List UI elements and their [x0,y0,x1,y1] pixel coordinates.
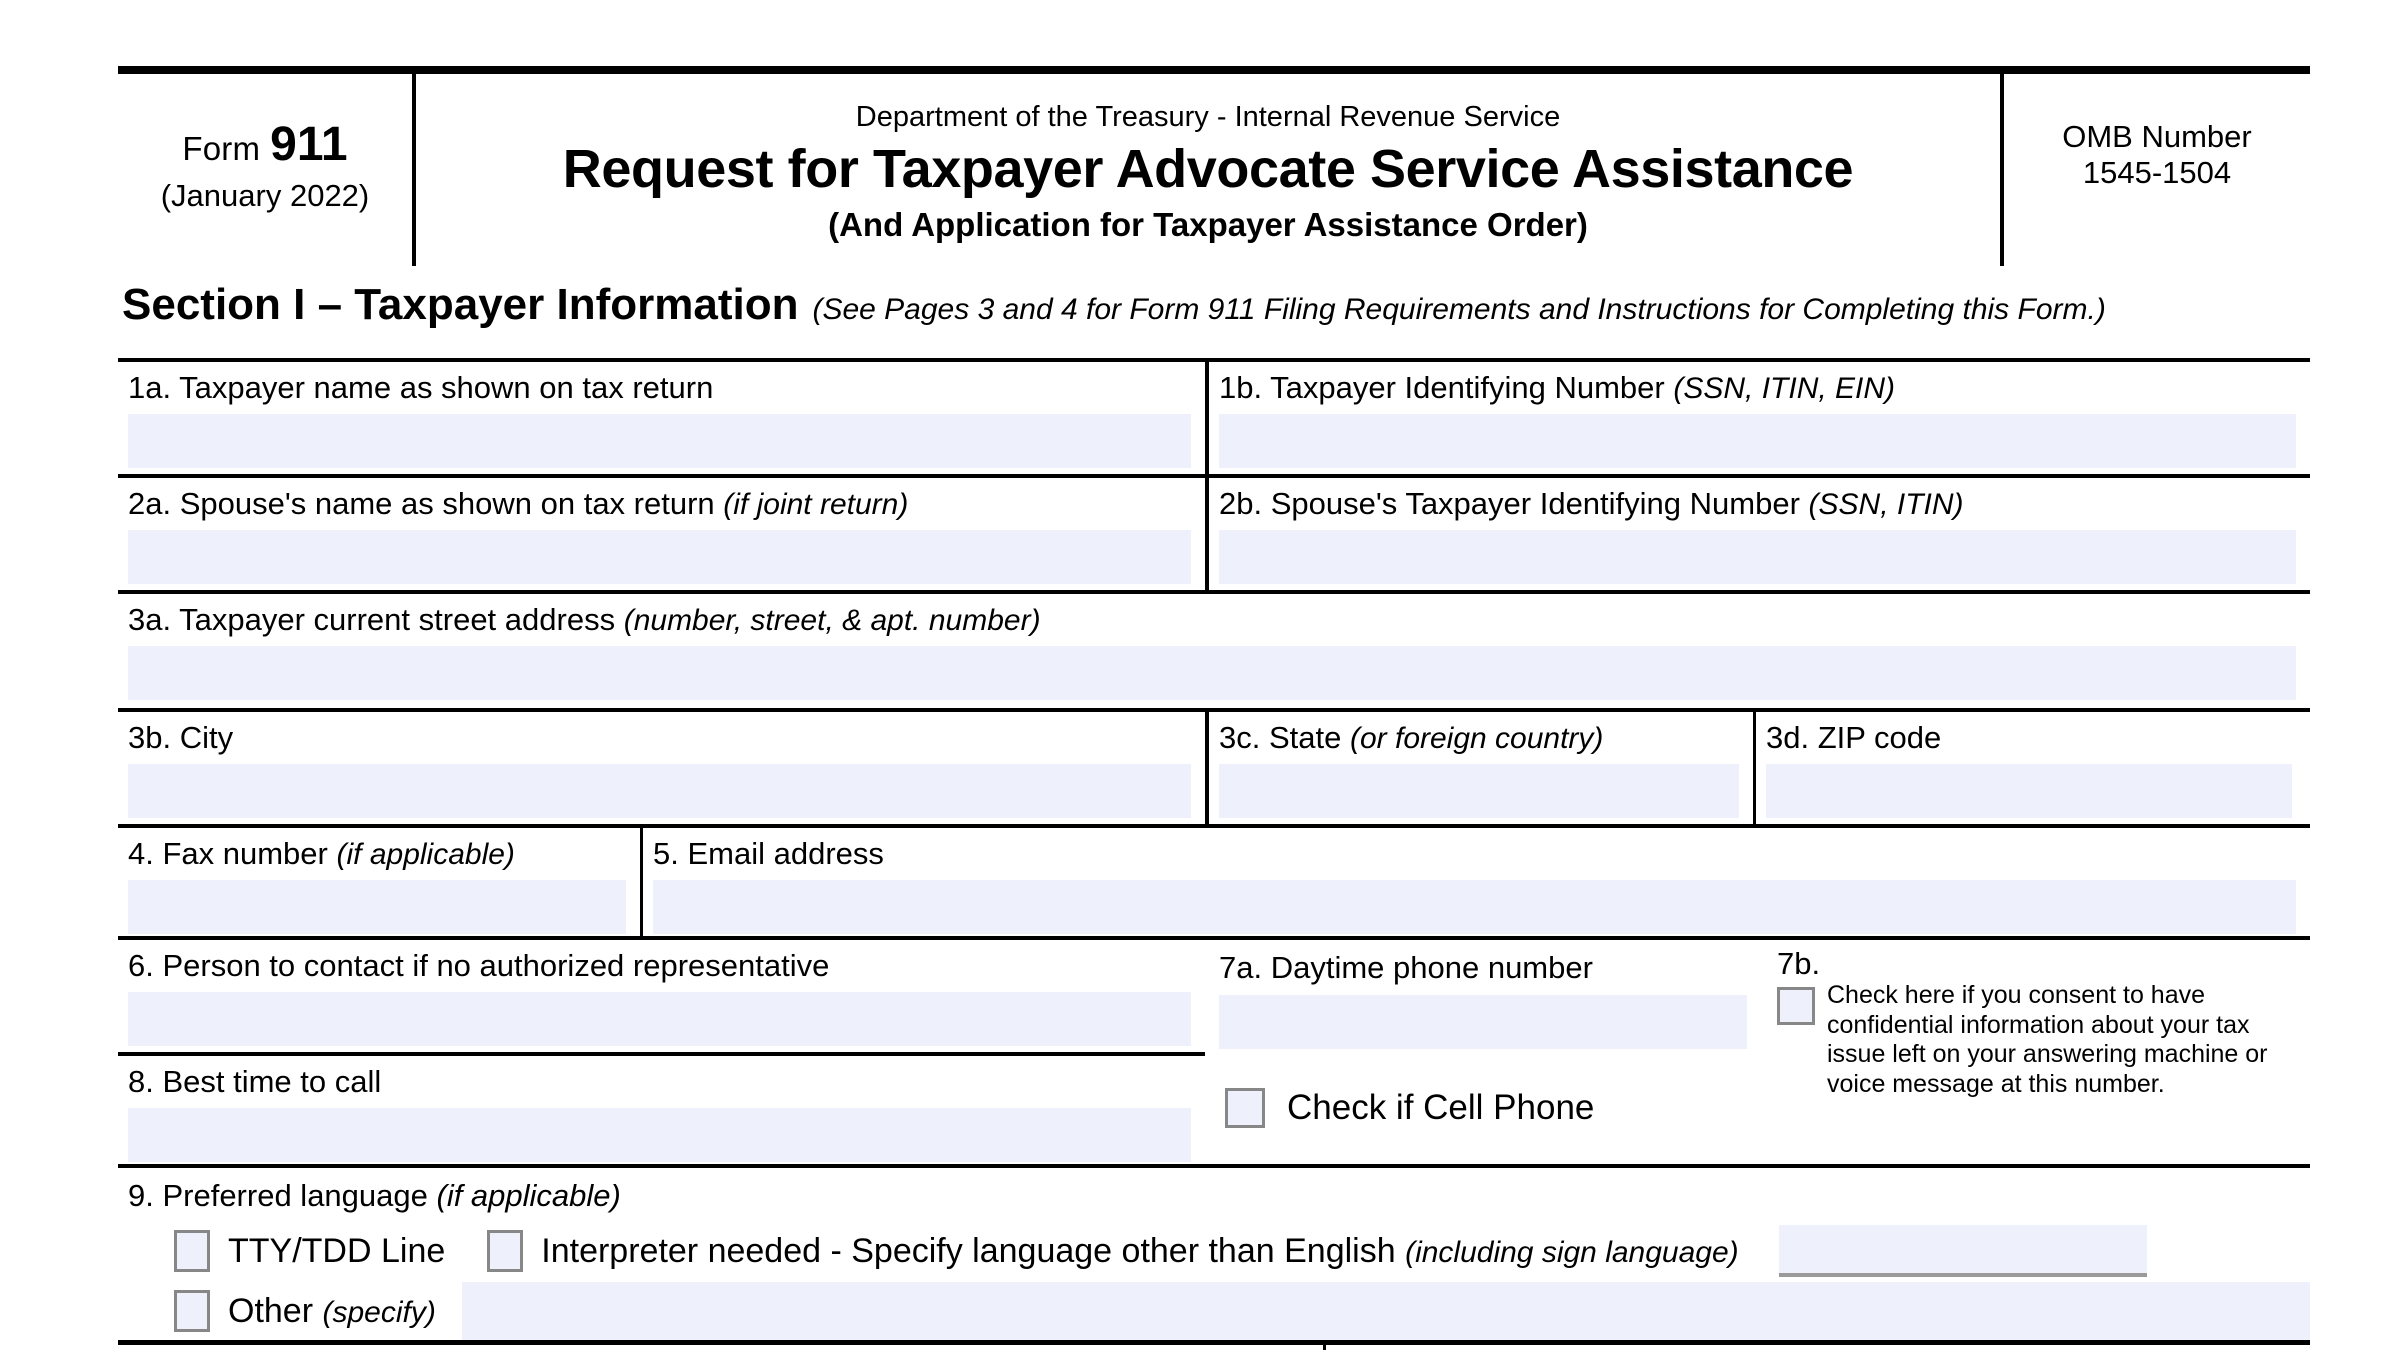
other-language-input[interactable] [462,1282,2310,1340]
field-5-input[interactable] [653,880,2296,934]
field-2b [1205,478,2310,590]
field-1b [1205,362,2310,474]
omb-block [2000,74,2310,266]
row-1 [118,358,2310,474]
form-revision-date: (January 2022) [160,177,370,213]
form-header [118,74,2310,266]
field-4-label: 4. Fax number (if applicable) [128,836,515,871]
consent-text: Check here if you consent to have confidential information about your tax issue left on your answering machine or voice message at this number. [1827,981,2268,1098]
field-3d-input[interactable] [1766,764,2292,818]
field-3a [118,594,2310,708]
field-7b-consent-row [1777,981,2290,1099]
stack-6-8 [118,940,1205,1164]
field-3c-input[interactable] [1219,764,1739,818]
form-number-line [182,117,347,172]
field-3a-label: 3a. Taxpayer current street address (number, street, & apt. number) [128,602,1041,637]
field-3c-hint: (or foreign country) [1349,722,1604,755]
field-1a-label: 1a. Taxpayer name as shown on tax return [128,370,714,405]
interpreter-language-input[interactable] [1779,1225,2147,1277]
field-4-input[interactable] [128,880,626,934]
form-word-label: Form [182,129,261,167]
field-3b [118,712,1205,824]
other-language-hint: (specify) [322,1295,436,1329]
field-1a [118,362,1205,474]
interpreter-checkbox[interactable] [487,1230,523,1272]
section-1-note: (See Pages 3 and 4 for Form 911 Filing Requirements and Instructions for Completing this Form.) [812,293,2106,326]
field-5 [640,828,2310,936]
field-1a-input[interactable] [128,414,1191,468]
field-3b-label: 3b. City [128,720,234,755]
field-2a [118,478,1205,590]
field-8-label: 8. Best time to call [128,1064,382,1099]
field-6 [118,940,1205,1052]
row-9 [118,1164,2310,1345]
cell-phone-checkbox[interactable] [1225,1088,1265,1128]
field-3b-input[interactable] [128,764,1191,818]
field-7a [1205,940,1765,1052]
field-4 [118,828,640,936]
interpreter-hint: (including sign language) [1405,1235,1739,1269]
column-7a [1205,940,1765,1164]
field-2b-label: 2b. Spouse's Taxpayer Identifying Number (SSN, ITIN) [1219,486,1964,521]
form-identity-block [118,74,416,266]
field-6-label: 6. Person to contact if no authorized representative [128,948,830,983]
top-rule [118,66,2310,74]
field-1b-input[interactable] [1219,414,2296,468]
field-5-label: 5. Email address [653,836,884,871]
field-7b-label: 7b. [1777,946,1821,981]
field-7a-input[interactable] [1219,995,1747,1049]
field-3c [1205,712,1753,824]
field-3d [1753,712,2306,824]
bottom-column-divider [1323,1344,1326,1350]
field-9-line-1 [118,1220,2310,1282]
field-7a-label: 7a. Daytime phone number [1219,950,1593,985]
tty-checkbox[interactable] [174,1230,210,1272]
row-4-5 [118,824,2310,936]
form-number: 911 [270,117,348,171]
row-2 [118,474,2310,590]
form-title: Request for Taxpayer Advocate Service Assistance [562,138,1854,199]
field-2a-label: 2a. Spouse's name as shown on tax return (if joint return) [128,486,909,521]
row-6-7-8 [118,936,2310,1164]
field-3a-input[interactable] [128,646,2296,700]
field-4-hint: (if applicable) [336,838,515,871]
field-8 [118,1052,1205,1164]
tty-label: TTY/TDD Line [228,1231,446,1270]
field-9-hint: (if applicable) [436,1178,621,1213]
form-title-block [416,74,2000,266]
field-2a-hint: (if joint return) [723,488,909,521]
field-7b [1765,940,2306,1164]
field-9-label: 9. Preferred language (if applicable) [128,1178,621,1213]
field-3c-label: 3c. State (or foreign country) [1219,720,1604,755]
row-3a [118,590,2310,708]
field-1b-label: 1b. Taxpayer Identifying Number (SSN, ITIN, EIN) [1219,370,1896,405]
section-1-title: Section I – Taxpayer Information [122,280,799,329]
other-language-label: Other (specify) [228,1291,436,1330]
field-2b-input[interactable] [1219,530,2296,584]
row-3bcd [118,708,2310,824]
field-6-input[interactable] [128,992,1191,1046]
field-2b-hint: (SSN, ITIN) [1808,488,1964,521]
field-2a-input[interactable] [128,530,1191,584]
department-label: Department of the Treasury - Internal Revenue Service [855,100,1561,133]
consent-checkbox[interactable] [1777,987,1815,1025]
field-1b-hint: (SSN, ITIN, EIN) [1673,372,1896,405]
other-language-checkbox[interactable] [174,1290,210,1332]
interpreter-label: Interpreter needed - Specify language other than English (including sign language) [541,1231,1739,1270]
cell-phone-label: Check if Cell Phone [1287,1088,1595,1127]
omb-number: 1545-1504 [2082,155,2232,190]
field-3a-hint: (number, street, & apt. number) [623,604,1041,637]
field-3d-label: 3d. ZIP code [1766,720,1942,755]
cell-phone-row [1205,1052,1765,1164]
field-9-line-2 [118,1282,2310,1340]
section-1-grid [118,358,2310,1345]
field-8-input[interactable] [128,1108,1191,1162]
form-subtitle: (And Application for Taxpayer Assistance Order) [828,205,1588,243]
section-1-header [122,280,2312,330]
omb-label: OMB Number [2062,119,2252,154]
